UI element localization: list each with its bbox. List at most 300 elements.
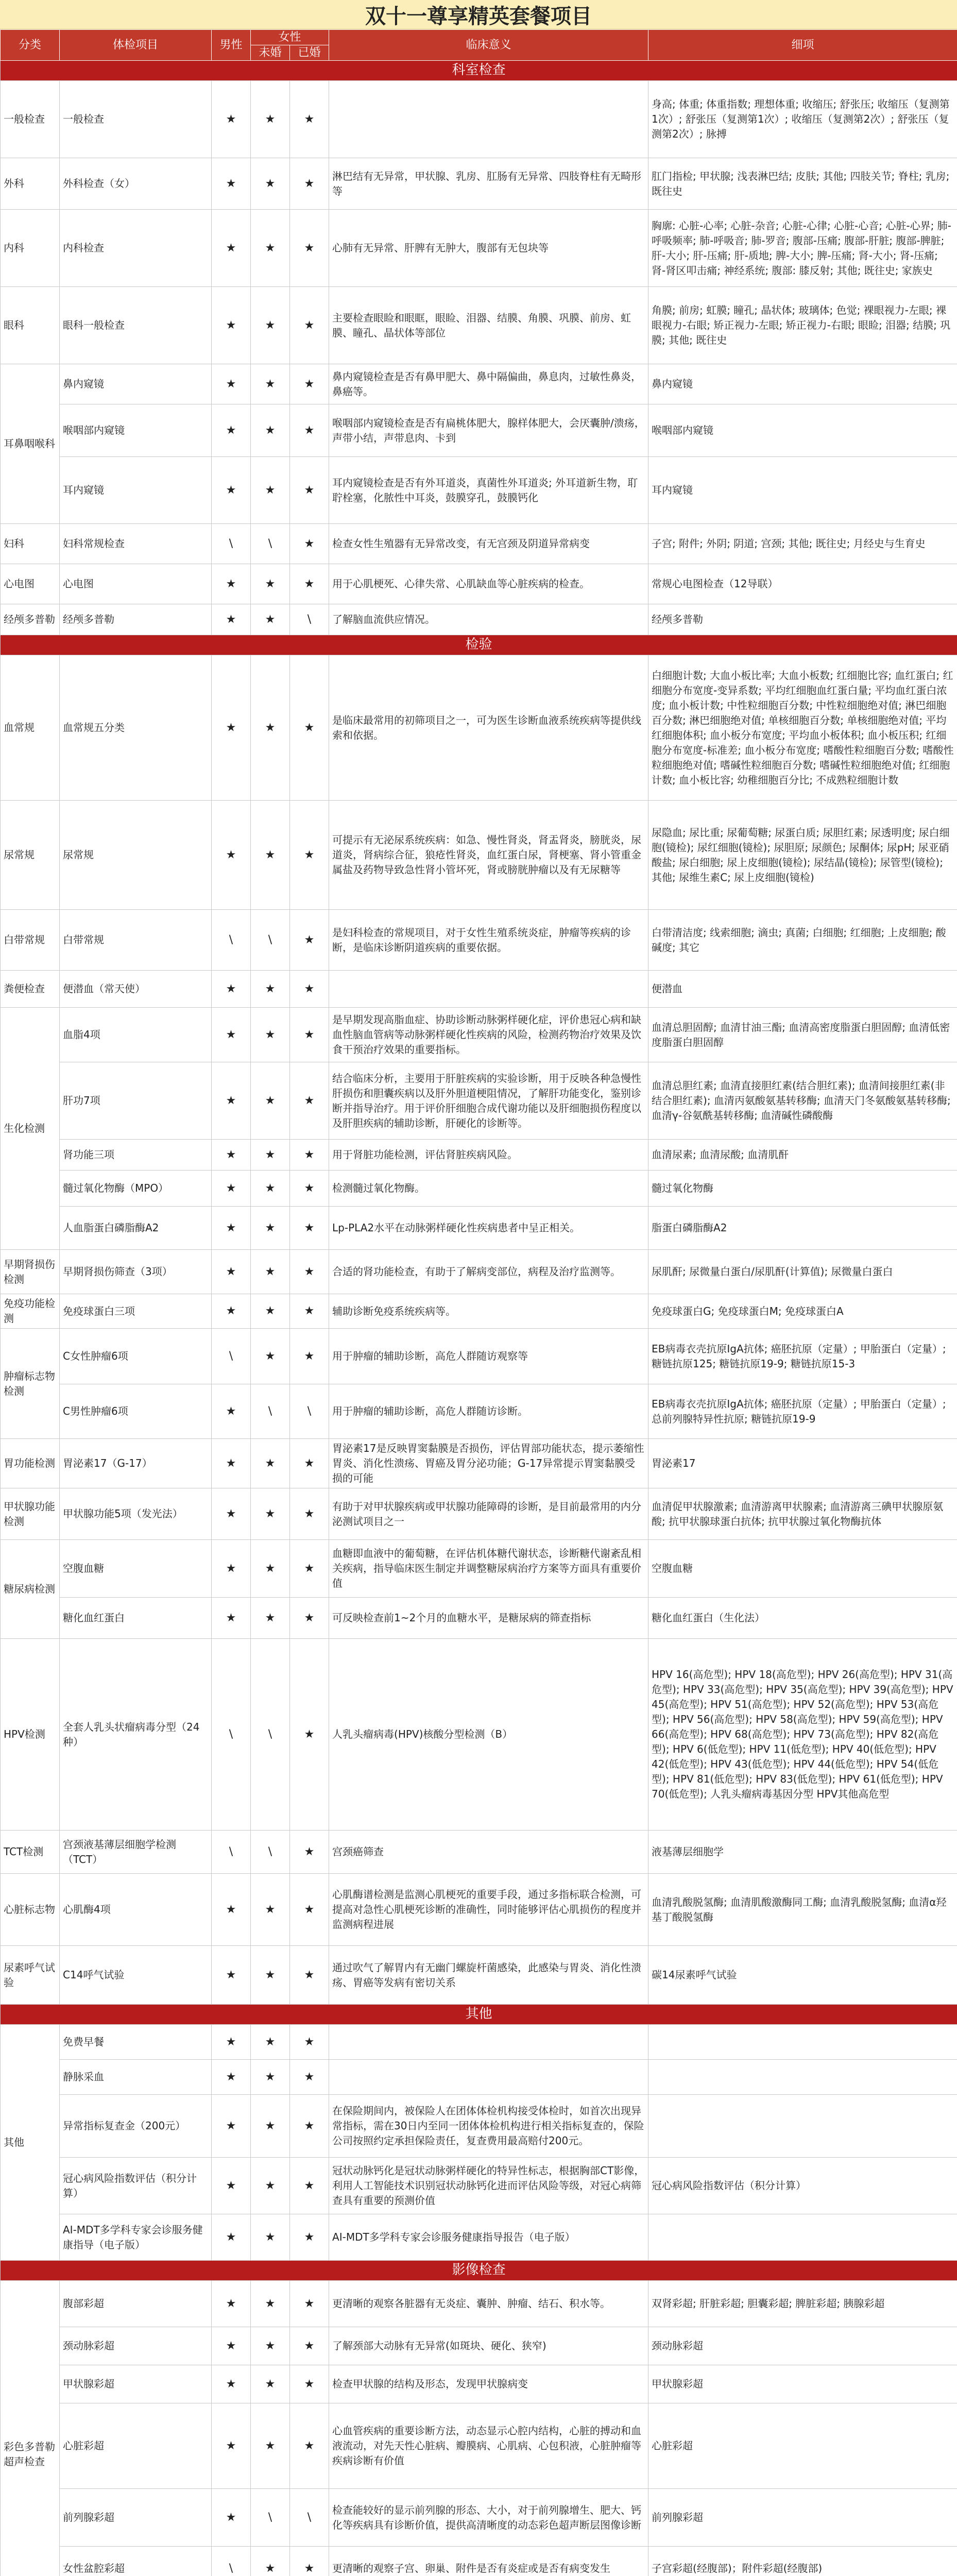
table-body (1, 61, 957, 2576)
meaning-cell: AI-MDT多学科专家会诊服务健康指导报告（电子版） (329, 2214, 648, 2261)
meaning-cell: 检查能较好的显示前列腺的形态、大小，对于前列腺增生、肥大、钙化等疾病具有诊断价值，提供高清晰度的动态彩色超声断层图像诊断 (329, 2489, 648, 2547)
unmarried-mark: ★ (251, 1207, 290, 1250)
item-cell: 早期肾损伤筛查（3项） (60, 1250, 212, 1294)
meaning-cell: 是临床最常用的初筛项目之一，可为医生诊断血液系统疾病等提供线索和依据。 (329, 655, 648, 801)
header-married: 已婚 (290, 45, 329, 61)
category-cell: 粪便检查 (1, 971, 60, 1008)
meaning-cell: 血糖即血液中的葡萄糖，在评估机体糖代谢状态，诊断糖代谢紊乱相关疾病，指导临床医生制定并调整糖尿病治疗方案等方面具有重要价值 (329, 1540, 648, 1598)
unmarried-mark: ★ (251, 287, 290, 364)
married-mark: ★ (290, 457, 329, 524)
category-cell: 心电图 (1, 564, 60, 604)
unmarried-mark: ★ (251, 404, 290, 457)
table-row (1, 1874, 957, 1946)
table-row (1, 1207, 957, 1250)
item-cell: C14呼气试验 (60, 1946, 212, 2005)
meaning-cell: 用于肿瘤的辅助诊断，高危人群随访观察等 (329, 1329, 648, 1384)
details-cell: 心脏彩超 (648, 2403, 957, 2489)
item-cell: 耳内窥镜 (60, 457, 212, 524)
table-row (1, 1140, 957, 1171)
unmarried-mark: ★ (251, 1008, 290, 1062)
male-mark: ★ (212, 1008, 251, 1062)
unmarried-mark: \ (251, 1831, 290, 1874)
category-cell: 胃功能检测 (1, 1439, 60, 1488)
married-mark: ★ (290, 2095, 329, 2158)
table-row (1, 1439, 957, 1488)
male-mark: ★ (212, 2327, 251, 2365)
details-cell: 尿隐血; 尿比重; 尿葡萄糖; 尿蛋白质; 尿胆红素; 尿透明度; 尿白细胞(镜检); 尿红细胞(镜检); 尿胆原; 尿颜色; 尿酮体; 尿pH; 尿亚硝酸盐; 尿白细胞; 尿上皮细胞(镜检); 尿结晶(镜检); 尿管型(镜检); 其他; 尿维生素C; 尿上皮细胞(镜检) (648, 801, 957, 910)
married-mark: ★ (290, 2327, 329, 2365)
male-mark: ★ (212, 2403, 251, 2489)
male-mark: ★ (212, 1062, 251, 1140)
male-mark: ★ (212, 1294, 251, 1329)
unmarried-mark: ★ (251, 564, 290, 604)
unmarried-mark: ★ (251, 1439, 290, 1488)
meaning-cell: 辅助诊断免疫系统疾病等。 (329, 1294, 648, 1329)
unmarried-mark: ★ (251, 2158, 290, 2214)
table-row (1, 1540, 957, 1598)
male-mark: ★ (212, 158, 251, 210)
meaning-cell: 喉咽部内窥镜检查是否有扁桃体肥大，腺样体肥大，会厌囊肿/溃疡，声带小结，声带息肉、卡到 (329, 404, 648, 457)
meaning-cell: 检查女性生殖器有无异常改变，有无宫颈及阴道异常病变 (329, 524, 648, 564)
meaning-cell: 检测髓过氧化物酶。 (329, 1171, 648, 1207)
married-mark: ★ (290, 1062, 329, 1140)
table-row (1, 655, 957, 801)
married-mark: ★ (290, 2281, 329, 2327)
unmarried-mark: ★ (251, 1874, 290, 1946)
category-cell: 白带常规 (1, 910, 60, 971)
category-cell: 心脏标志物 (1, 1874, 60, 1946)
male-mark: ★ (212, 364, 251, 404)
header-unmarried: 未婚 (251, 45, 290, 61)
married-mark: ★ (290, 2158, 329, 2214)
meaning-cell (329, 2060, 648, 2095)
item-cell: 髓过氧化物酶（MPO） (60, 1171, 212, 1207)
details-cell: 血清促甲状腺激素; 血清游离甲状腺素; 血清游离三碘甲状腺原氨酸; 抗甲状腺球蛋白抗体; 抗甲状腺过氧化物酶抗体 (648, 1488, 957, 1540)
category-cell: TCT检测 (1, 1831, 60, 1874)
meaning-cell: 有助于对甲状腺疾病或甲状腺功能障碍的诊断，是目前最常用的内分泌测试项目之一 (329, 1488, 648, 1540)
header-meaning: 临床意义 (329, 30, 648, 61)
meaning-cell: 主要检查眼睑和眼眶，眼睑、泪器、结膜、角膜、巩膜、前房、虹膜、瞳孔、晶状体等部位 (329, 287, 648, 364)
section-row (1, 61, 957, 81)
married-mark: ★ (290, 1207, 329, 1250)
item-cell: 甲状腺彩超 (60, 2365, 212, 2403)
married-mark: ★ (290, 971, 329, 1008)
married-mark: ★ (290, 2025, 329, 2060)
meaning-cell: 用于心肌梗死、心律失常、心肌缺血等心脏疾病的检查。 (329, 564, 648, 604)
married-mark: ★ (290, 910, 329, 971)
category-cell: 内科 (1, 210, 60, 287)
category-cell: 尿常规 (1, 801, 60, 910)
meaning-cell (329, 2025, 648, 2060)
unmarried-mark: ★ (251, 1329, 290, 1384)
table-row (1, 364, 957, 404)
male-mark: ★ (212, 564, 251, 604)
details-cell: 血清总胆固醇; 血清甘油三酯; 血清高密度脂蛋白胆固醇; 血清低密度脂蛋白胆固醇 (648, 1008, 957, 1062)
category-cell: 尿素呼气试验 (1, 1946, 60, 2005)
meaning-cell: 用于肾脏功能检测，评估肾脏疾病风险。 (329, 1140, 648, 1171)
item-cell: 外科检查（女） (60, 158, 212, 210)
male-mark: ★ (212, 655, 251, 801)
unmarried-mark: ★ (251, 1250, 290, 1294)
table-row (1, 1598, 957, 1639)
male-mark: \ (212, 910, 251, 971)
package-table (0, 29, 957, 2576)
table-row (1, 1946, 957, 2005)
table-row (1, 2365, 957, 2403)
item-cell: 内科检查 (60, 210, 212, 287)
table-row (1, 1250, 957, 1294)
details-cell: 冠心病风险指数评估（积分计算） (648, 2158, 957, 2214)
table-row (1, 524, 957, 564)
male-mark: ★ (212, 604, 251, 635)
unmarried-mark: ★ (251, 2547, 290, 2576)
meaning-cell: 可反映检查前1~2个月的血糖水平，是糖尿病的筛查指标 (329, 1598, 648, 1639)
details-cell (648, 2060, 957, 2095)
married-mark: ★ (290, 2547, 329, 2576)
details-cell: 液基薄层细胞学 (648, 1831, 957, 1874)
details-cell: 经颅多普勒 (648, 604, 957, 635)
married-mark: ★ (290, 801, 329, 910)
male-mark: \ (212, 1831, 251, 1874)
meaning-cell: 更清晰的观察各脏器有无炎症、囊肿、肿瘤、结石、积水等。 (329, 2281, 648, 2327)
married-mark: \ (290, 2489, 329, 2547)
male-mark: ★ (212, 81, 251, 158)
details-cell: HPV 16(高危型); HPV 18(高危型); HPV 26(高危型); HPV 31(高危型); HPV 33(高危型); HPV 35(高危型); HPV 39(高危型); HPV 45(高危型); HPV 51(高危型); HPV 52(高危型); HPV 53(高危型); HPV 56(高危型); HPV 58(高危型); HPV 59(高危型); HPV 66(高危型); HPV 68(高危型); HPV 73(高危型); HPV 82(高危型); HPV 6(低危型); HPV 11(低危型); HPV 40(低危型); HPV 42(低危型); HPV 43(低危型); HPV 44(低危型); HPV 54(低危型); HPV 81(低危型); HPV 83(低危型); HPV 61(低危型); HPV 70(低危型); 人乳头瘤病毒基因分型 HPV其他高危型 (648, 1639, 957, 1831)
meaning-cell: 是妇科检查的常规项目，对于女性生殖系统炎症，肿瘤等疾病的诊断，是临床诊断阴道疾病的重要依据。 (329, 910, 648, 971)
meaning-cell (329, 971, 648, 1008)
table-row (1, 564, 957, 604)
married-mark: ★ (290, 2214, 329, 2261)
male-mark: ★ (212, 2025, 251, 2060)
male-mark: ★ (212, 2095, 251, 2158)
married-mark: ★ (290, 1008, 329, 1062)
male-mark: ★ (212, 1250, 251, 1294)
details-cell: 子宫彩超(经腹部)；附件彩超(经腹部) (648, 2547, 957, 2576)
meaning-cell: 心血管疾病的重要诊断方法，动态显示心腔内结构，心脏的搏动和血液流动，对先天性心脏病、瓣膜病、心肌病、心包积液，心脏肿瘤等疾病诊断有价值 (329, 2403, 648, 2489)
male-mark: ★ (212, 2281, 251, 2327)
married-mark: ★ (290, 524, 329, 564)
item-cell: 前列腺彩超 (60, 2489, 212, 2547)
married-mark: ★ (290, 655, 329, 801)
meaning-cell: 冠状动脉钙化是冠状动脉粥样硬化的特异性标志，根据胸部CT影像，利用人工智能技术识别冠状动脉钙化进而评估风险等级，对冠心病筛查具有重要的预测价值 (329, 2158, 648, 2214)
section-title: 影像检查 (1, 2261, 957, 2281)
male-mark: ★ (212, 2214, 251, 2261)
married-mark: ★ (290, 1294, 329, 1329)
married-mark: ★ (290, 2365, 329, 2403)
table-row (1, 210, 957, 287)
unmarried-mark: \ (251, 2489, 290, 2547)
item-cell: 心电图 (60, 564, 212, 604)
unmarried-mark: \ (251, 910, 290, 971)
male-mark: ★ (212, 2060, 251, 2095)
details-cell: 白带清洁度; 线索细胞; 滴虫; 真菌; 白细胞; 红细胞; 上皮细胞; 酸碱度; 其它 (648, 910, 957, 971)
details-cell: 血清乳酸脱氢酶; 血清肌酸激酶同工酶; 血清乳酸脱氢酶; 血清α羟基丁酸脱氢酶 (648, 1874, 957, 1946)
meaning-cell (329, 81, 648, 158)
male-mark: ★ (212, 1598, 251, 1639)
table-row (1, 457, 957, 524)
item-cell: 心脏彩超 (60, 2403, 212, 2489)
male-mark: ★ (212, 2158, 251, 2214)
meaning-cell: 可提示有无泌尿系统疾病：如急、慢性肾炎，肾盂肾炎，膀胱炎，尿道炎，肾病综合征，狼疮性肾炎，血红蛋白尿，肾梗塞、肾小管重金属盐及药物导致急性肾小管坏死，肾或膀胱肿瘤以及有无尿糖等 (329, 801, 648, 910)
category-cell: 其他 (1, 2025, 60, 2261)
meaning-cell: 了解脑血流供应情况。 (329, 604, 648, 635)
unmarried-mark: ★ (251, 2327, 290, 2365)
header-details: 细项 (648, 30, 957, 61)
unmarried-mark: ★ (251, 604, 290, 635)
category-cell: 彩色多普勒超声检查 (1, 2281, 60, 2576)
section-row (1, 2005, 957, 2025)
meaning-cell: 心肌酶谱检测是监测心肌梗死的重要手段，通过多指标联合检测，可提高对急性心肌梗死诊断的准确性，同时能够评估心肌损伤的程度并监测病程进展 (329, 1874, 648, 1946)
unmarried-mark: ★ (251, 1062, 290, 1140)
meaning-cell: 鼻内窥镜检查是否有鼻甲肥大、鼻中隔偏曲，鼻息肉，过敏性鼻炎，鼻癌等。 (329, 364, 648, 404)
item-cell: 胃泌素17（G-17） (60, 1439, 212, 1488)
section-row (1, 635, 957, 655)
details-cell: 便潜血 (648, 971, 957, 1008)
table-row (1, 971, 957, 1008)
married-mark: ★ (290, 210, 329, 287)
section-title: 科室检查 (1, 61, 957, 81)
table-row (1, 2158, 957, 2214)
page-title: 双十一尊享精英套餐项目 (0, 0, 957, 29)
meaning-cell: 淋巴结有无异常，甲状腺、乳房、肛肠有无异常、四肢脊柱有无畸形等 (329, 158, 648, 210)
category-cell: 经颅多普勒 (1, 604, 60, 635)
details-cell: 颈动脉彩超 (648, 2327, 957, 2365)
item-cell: 便潜血（常天使） (60, 971, 212, 1008)
item-cell: 全套人乳头状瘤病毒分型（24种） (60, 1639, 212, 1831)
married-mark: ★ (290, 81, 329, 158)
details-cell: 碳14尿素呼气试验 (648, 1946, 957, 2005)
header-female: 女性 (251, 30, 329, 45)
unmarried-mark: ★ (251, 2214, 290, 2261)
male-mark: ★ (212, 404, 251, 457)
unmarried-mark: ★ (251, 2095, 290, 2158)
table-row (1, 1384, 957, 1439)
table-row (1, 604, 957, 635)
married-mark: ★ (290, 1488, 329, 1540)
item-cell: 血常规五分类 (60, 655, 212, 801)
married-mark: ★ (290, 364, 329, 404)
details-cell: 胃泌素17 (648, 1439, 957, 1488)
unmarried-mark: ★ (251, 2025, 290, 2060)
married-mark: ★ (290, 1831, 329, 1874)
married-mark: ★ (290, 1540, 329, 1598)
category-cell: 血常规 (1, 655, 60, 801)
details-cell: EB病毒衣壳抗原IgA抗体; 癌胚抗原（定量）; 甲胎蛋白（定量）; 糖链抗原125; 糖链抗原19-9; 糖链抗原15-3 (648, 1329, 957, 1384)
item-cell: 白带常规 (60, 910, 212, 971)
table-row (1, 2489, 957, 2547)
item-cell: 心肌酶4项 (60, 1874, 212, 1946)
unmarried-mark: ★ (251, 655, 290, 801)
unmarried-mark: ★ (251, 1598, 290, 1639)
item-cell: 异常指标复查金（200元） (60, 2095, 212, 2158)
category-cell: 肿瘤标志物检测 (1, 1329, 60, 1439)
item-cell: 经颅多普勒 (60, 604, 212, 635)
category-cell: 生化检测 (1, 1008, 60, 1250)
details-cell: 白细胞计数; 大血小板比率; 大血小板数; 红细胞比容; 血红蛋白; 红细胞分布宽度-变异系数; 平均红细胞血红蛋白量; 平均血红蛋白浓度; 血小板计数; 中性粒细胞百分数; 中性粒细胞绝对值; 淋巴细胞百分数; 淋巴细胞绝对值; 单核细胞百分数; 单核细胞绝对值; 平均红细胞体积; 血小板分布宽度; 平均血小板体积; 血小板压积; 红细胞分布宽度-标准差; 血小板分布宽度; 嗜酸性粒细胞百分数; 嗜酸性粒细胞绝对值; 嗜碱性粒细胞百分数; 嗜碱性粒细胞绝对值; 红细胞计数; 血小板比容; 幼稚细胞百分比; 不成熟粒细胞计数 (648, 655, 957, 801)
details-cell: 免疫球蛋白G; 免疫球蛋白M; 免疫球蛋白A (648, 1294, 957, 1329)
male-mark: ★ (212, 210, 251, 287)
item-cell: 宫颈液基薄层细胞学检测（TCT） (60, 1831, 212, 1874)
item-cell: 眼科一般检查 (60, 287, 212, 364)
item-cell: 妇科常规检查 (60, 524, 212, 564)
details-cell (648, 2025, 957, 2060)
table-row (1, 1831, 957, 1874)
meaning-cell: 宫颈癌筛查 (329, 1831, 648, 1874)
category-cell: 外科 (1, 158, 60, 210)
male-mark: \ (212, 524, 251, 564)
male-mark: ★ (212, 1171, 251, 1207)
table-row (1, 81, 957, 158)
unmarried-mark: ★ (251, 1488, 290, 1540)
unmarried-mark: ★ (251, 457, 290, 524)
table-row (1, 1171, 957, 1207)
meaning-cell: 更清晰的观察子宫、卵巢、附件是否有炎症或是否有病变发生 (329, 2547, 648, 2576)
table-row (1, 2060, 957, 2095)
category-cell: 甲状腺功能检测 (1, 1488, 60, 1540)
header-category: 分类 (1, 30, 60, 61)
details-cell: 常规心电图检查（12导联） (648, 564, 957, 604)
details-cell: 血清总胆红素; 血清直接胆红素(结合胆红素); 血清间接胆红素(非结合胆红素); 血清丙氨酸氨基转移酶; 血清天门冬氨酸氨基转移酶; 血清γ-谷氨酰基转移酶; 血清碱性磷酸酶 (648, 1062, 957, 1140)
meaning-cell: 通过吹气了解胃内有无幽门螺旋杆菌感染，此感染与胃炎、消化性溃疡、胃癌等发病有密切关系 (329, 1946, 648, 2005)
unmarried-mark: ★ (251, 364, 290, 404)
header-item: 体检项目 (60, 30, 212, 61)
item-cell: 肝功7项 (60, 1062, 212, 1140)
category-cell: 一般检查 (1, 81, 60, 158)
meaning-cell: 耳内窥镜检查是否有外耳道炎，真菌性外耳道炎; 外耳道新生物，耵聍栓塞，化脓性中耳炎，鼓膜穿孔，鼓膜钙化 (329, 457, 648, 524)
details-cell: 子宫; 附件; 外阴; 阴道; 宫颈; 其他; 既往史; 月经史与生育史 (648, 524, 957, 564)
table-row (1, 287, 957, 364)
item-cell: 尿常规 (60, 801, 212, 910)
item-cell: 糖化血红蛋白 (60, 1598, 212, 1639)
table-row (1, 910, 957, 971)
meaning-cell: 人乳头瘤病毒(HPV)核酸分型检测（B） (329, 1639, 648, 1831)
details-cell: 身高; 体重; 体重指数; 理想体重; 收缩压; 舒张压; 收缩压（复测第1次）; 舒张压（复测第1次）; 收缩压（复测第2次）; 舒张压（复测第2次）; 脉搏 (648, 81, 957, 158)
details-cell: 双肾彩超; 肝脏彩超; 胆囊彩超; 脾脏彩超; 胰腺彩超 (648, 2281, 957, 2327)
header-male: 男性 (212, 30, 251, 61)
table-row (1, 158, 957, 210)
table-row (1, 2095, 957, 2158)
unmarried-mark: ★ (251, 1140, 290, 1171)
married-mark: ★ (290, 2060, 329, 2095)
male-mark: ★ (212, 287, 251, 364)
details-cell: EB病毒衣壳抗原IgA抗体; 癌胚抗原（定量）; 甲胎蛋白（定量）; 总前列腺特异性抗原; 糖链抗原19-9 (648, 1384, 957, 1439)
married-mark: ★ (290, 1439, 329, 1488)
married-mark: ★ (290, 2403, 329, 2489)
meaning-cell: 胃泌素17是反映胃窦黏膜是否损伤，评估胃部功能状态，提示萎缩性胃炎、消化性溃疡、胃癌及胃分泌功能；G-17异常提示胃窦黏膜受损的可能 (329, 1439, 648, 1488)
meaning-cell: 用于肿瘤的辅助诊断，高危人群随访诊断。 (329, 1384, 648, 1439)
item-cell: AI-MDT多学科专家会诊服务健康指导（电子版） (60, 2214, 212, 2261)
unmarried-mark: ★ (251, 801, 290, 910)
married-mark: ★ (290, 287, 329, 364)
male-mark: ★ (212, 1384, 251, 1439)
male-mark: ★ (212, 1874, 251, 1946)
table-row (1, 1488, 957, 1540)
item-cell: 女性盆腔彩超 (60, 2547, 212, 2576)
details-cell: 前列腺彩超 (648, 2489, 957, 2547)
details-cell: 角膜; 前房; 虹膜; 瞳孔; 晶状体; 玻璃体; 色觉; 裸眼视力-左眼; 裸眼视力-右眼; 矫正视力-左眼; 矫正视力-右眼; 眼睑; 泪器; 结膜; 巩膜; 其他; 既往史 (648, 287, 957, 364)
item-cell: 人血脂蛋白磷脂酶A2 (60, 1207, 212, 1250)
male-mark: ★ (212, 801, 251, 910)
item-cell: 免疫球蛋白三项 (60, 1294, 212, 1329)
unmarried-mark: ★ (251, 1294, 290, 1329)
married-mark: ★ (290, 1946, 329, 2005)
category-cell: HPV检测 (1, 1639, 60, 1831)
male-mark: \ (212, 1639, 251, 1831)
male-mark: ★ (212, 2365, 251, 2403)
item-cell: 鼻内窥镜 (60, 364, 212, 404)
unmarried-mark: ★ (251, 2060, 290, 2095)
married-mark: ★ (290, 1171, 329, 1207)
item-cell: 肾功能三项 (60, 1140, 212, 1171)
details-cell: 脂蛋白磷脂酶A2 (648, 1207, 957, 1250)
details-cell: 尿肌酐; 尿微量白蛋白/尿肌酐(计算值); 尿微量白蛋白 (648, 1250, 957, 1294)
meaning-cell: 了解颈部大动脉有无异常(如斑块、硬化、狭窄) (329, 2327, 648, 2365)
item-cell: 静脉采血 (60, 2060, 212, 2095)
item-cell: C女性肿瘤6项 (60, 1329, 212, 1384)
details-cell: 糖化血红蛋白（生化法） (648, 1598, 957, 1639)
category-cell: 妇科 (1, 524, 60, 564)
details-cell: 鼻内窥镜 (648, 364, 957, 404)
unmarried-mark: ★ (251, 210, 290, 287)
unmarried-mark: \ (251, 524, 290, 564)
married-mark: ★ (290, 404, 329, 457)
meaning-cell: 结合临床分析，主要用于肝脏疾病的实验诊断，用于反映各种急慢性肝损伤和胆囊疾病以及肝外胆道梗阻情况，了解肝功能变化，鉴别诊断并指导治疗。用于评价肝细胞合成代谢功能以及肝细胞损伤程度以及肝胆疾病的辅助诊断，肝硬化的诊断等。 (329, 1062, 648, 1140)
table-row (1, 2327, 957, 2365)
table-row (1, 404, 957, 457)
table-row (1, 2403, 957, 2489)
unmarried-mark: ★ (251, 1171, 290, 1207)
item-cell: C男性肿瘤6项 (60, 1384, 212, 1439)
section-title: 检验 (1, 635, 957, 655)
details-cell (648, 2214, 957, 2261)
item-cell: 血脂4项 (60, 1008, 212, 1062)
married-mark: ★ (290, 1639, 329, 1831)
category-cell: 耳鼻咽喉科 (1, 364, 60, 524)
section-title: 其他 (1, 2005, 957, 2025)
table-header (1, 30, 957, 61)
details-cell: 耳内窥镜 (648, 457, 957, 524)
meaning-cell: 检查甲状腺的结构及形态，发现甲状腺病变 (329, 2365, 648, 2403)
section-row (1, 2261, 957, 2281)
details-cell: 空腹血糖 (648, 1540, 957, 1598)
item-cell: 腹部彩超 (60, 2281, 212, 2327)
table-row (1, 801, 957, 910)
male-mark: \ (212, 2547, 251, 2576)
category-cell: 免疫功能检测 (1, 1294, 60, 1329)
male-mark: \ (212, 1329, 251, 1384)
married-mark: ★ (290, 1329, 329, 1384)
unmarried-mark: ★ (251, 1540, 290, 1598)
male-mark: ★ (212, 1439, 251, 1488)
table-row (1, 2547, 957, 2576)
category-cell: 糖尿病检测 (1, 1540, 60, 1639)
details-cell: 喉咽部内窥镜 (648, 404, 957, 457)
table-row (1, 1639, 957, 1831)
male-mark: ★ (212, 971, 251, 1008)
meaning-cell: 在保险期间内，被保险人在团体体检机构接受体检时，如首次出现异常指标，需在30日内至同一团体体检机构进行相关指标复查的，保险公司按照约定承担保险责任，复查费用最高赔付200元。 (329, 2095, 648, 2158)
item-cell: 一般检查 (60, 81, 212, 158)
unmarried-mark: ★ (251, 2403, 290, 2489)
table-row (1, 1062, 957, 1140)
details-cell: 胸廓: 心脏-心率; 心脏-杂音; 心脏-心律; 心脏-心音; 心脏-心界; 肺-呼吸频率; 肺-呼吸音; 肺-罗音; 腹部-压痛; 腹部-肝脏; 腹部-脾脏; 肝-大小; 肝-压痛; 肝-质地; 脾-大小; 脾-压痛; 肾-大小; 肾-压痛; 肾-肾区叩击痛; 神经系统; 腹部: 膝反射; 其他; 既往史; 家族史 (648, 210, 957, 287)
details-cell (648, 2095, 957, 2158)
details-cell: 肛门指检; 甲状腺; 浅表淋巴结; 皮肤; 其他; 四肢关节; 脊柱; 乳房; 既往史 (648, 158, 957, 210)
male-mark: ★ (212, 1207, 251, 1250)
item-cell: 空腹血糖 (60, 1540, 212, 1598)
details-cell: 髓过氧化物酶 (648, 1171, 957, 1207)
unmarried-mark: ★ (251, 81, 290, 158)
married-mark: ★ (290, 158, 329, 210)
